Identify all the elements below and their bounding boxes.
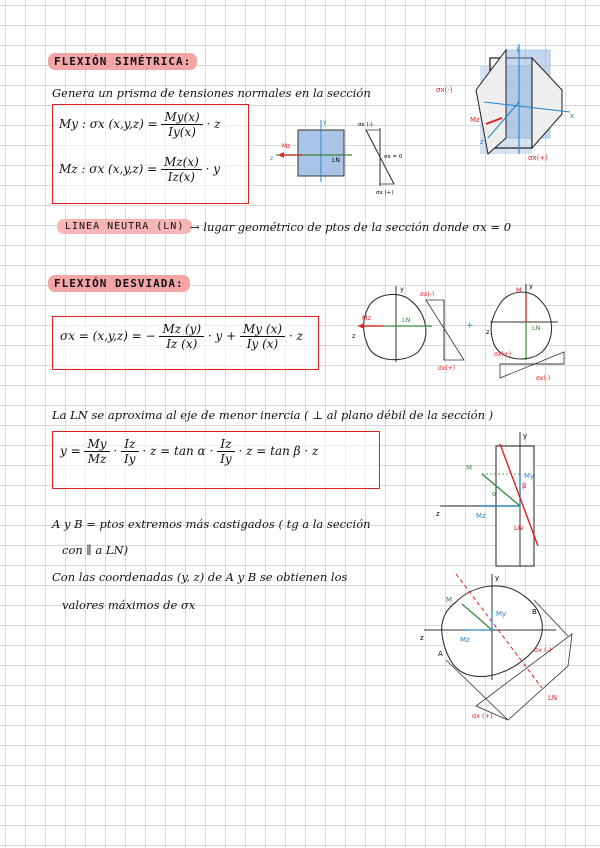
ln-label: LINEA NEUTRA (LN) xyxy=(57,219,192,234)
section-title-flexion-simetrica: FLEXIÓN SIMÉTRICA: xyxy=(48,53,197,70)
svg-text:M: M xyxy=(516,286,522,294)
svg-text:σx(-): σx(-) xyxy=(420,291,435,298)
svg-text:LN: LN xyxy=(514,524,524,532)
figure-deviated-superposition xyxy=(340,276,572,384)
figure-rect-neutral-line xyxy=(426,428,576,568)
svg-text:z: z xyxy=(436,510,440,518)
svg-text:x: x xyxy=(570,112,575,120)
svg-text:σx = 0: σx = 0 xyxy=(384,154,403,160)
ab-text-2: con ∥ a LN) xyxy=(62,543,129,557)
svg-text:My: My xyxy=(524,472,535,480)
formula-ln-equation: y = $\frac{My}{Mz}$ · $\frac{Iz}{Iy}$ · z = tan α · $\frac{Iz}{Iy}$ · z = tan β · z xyxy=(60,437,319,466)
formula-deviated: σx = (x,y,z) = − $\frac{Mz (y)}{Iz (x)}$ · y + $\frac{My (x)}{Iy (x)}$ · z xyxy=(60,322,303,351)
svg-text:z: z xyxy=(352,332,356,340)
svg-text:My: My xyxy=(496,610,507,618)
svg-text:y: y xyxy=(516,45,521,53)
svg-text:B: B xyxy=(532,608,537,616)
svg-text:A: A xyxy=(438,650,443,658)
formula-mz: Mz : σx (x,y,z) = $\frac{Mz(x)}{Iz(x)}$ · y xyxy=(59,155,221,184)
ln-approximation-text: La LN se aproxima al eje de menor inercia ( ⊥ al plano débil de la sección ) xyxy=(52,408,494,422)
svg-text:σx (-): σx (-) xyxy=(534,646,552,654)
svg-text:y: y xyxy=(400,285,404,293)
ab-text-3: Con las coordenadas (y, z) de A y B se obtienen los xyxy=(52,570,348,584)
svg-text:σx(+): σx(+) xyxy=(528,154,548,162)
svg-text:σx(-): σx(-) xyxy=(536,375,551,382)
svg-text:Mz: Mz xyxy=(282,143,291,150)
svg-text:Mz: Mz xyxy=(362,314,372,322)
svg-text:z: z xyxy=(420,634,424,642)
svg-text:z: z xyxy=(480,138,484,146)
svg-text:σx (-): σx (-) xyxy=(358,122,373,128)
svg-text:M: M xyxy=(446,596,453,604)
svg-text:σx (+): σx (+) xyxy=(472,712,493,720)
svg-text:Mz: Mz xyxy=(476,512,486,520)
svg-text:y: y xyxy=(495,574,500,582)
svg-text:LN: LN xyxy=(332,157,340,164)
svg-text:σx(+): σx(+) xyxy=(438,365,456,372)
svg-text:σx(+): σx(+) xyxy=(494,351,512,358)
figure-blob-extreme-points xyxy=(416,570,582,726)
ab-text-1: A y B = ptos extremos más castigados ( tg a la sección xyxy=(52,517,371,531)
ab-text-4: valores máximos de σx xyxy=(62,598,196,612)
svg-text:z: z xyxy=(270,155,274,162)
figure-stress-prism xyxy=(436,42,586,170)
svg-text:α: α xyxy=(492,490,497,498)
svg-text:LN: LN xyxy=(402,316,411,324)
svg-text:β: β xyxy=(522,482,527,490)
section-title-flexion-desviada: FLEXIÓN DESVIADA: xyxy=(48,275,190,292)
svg-text:Mz: Mz xyxy=(470,116,480,124)
svg-text:M: M xyxy=(466,464,473,472)
ln-definition: → lugar geométrico de ptos de la sección donde σx = 0 xyxy=(190,220,512,234)
svg-text:σx(-): σx(-) xyxy=(436,86,453,94)
formula-my: My : σx (x,y,z) = $\frac{My(x)}{Iy(x)}$ · z xyxy=(59,110,221,139)
svg-text:LN: LN xyxy=(548,694,558,702)
svg-text:LN: LN xyxy=(532,324,541,332)
svg-text:z: z xyxy=(486,328,490,336)
svg-text:σx (+): σx (+) xyxy=(376,190,394,196)
svg-text:+: + xyxy=(466,321,474,331)
svg-text:y: y xyxy=(323,119,327,126)
svg-text:Mz: Mz xyxy=(460,636,470,644)
svg-text:y: y xyxy=(523,432,528,440)
figure-symmetric-section xyxy=(262,118,412,198)
intro-text: Genera un prisma de tensiones normales en la sección xyxy=(52,86,371,100)
svg-text:y: y xyxy=(529,282,533,290)
